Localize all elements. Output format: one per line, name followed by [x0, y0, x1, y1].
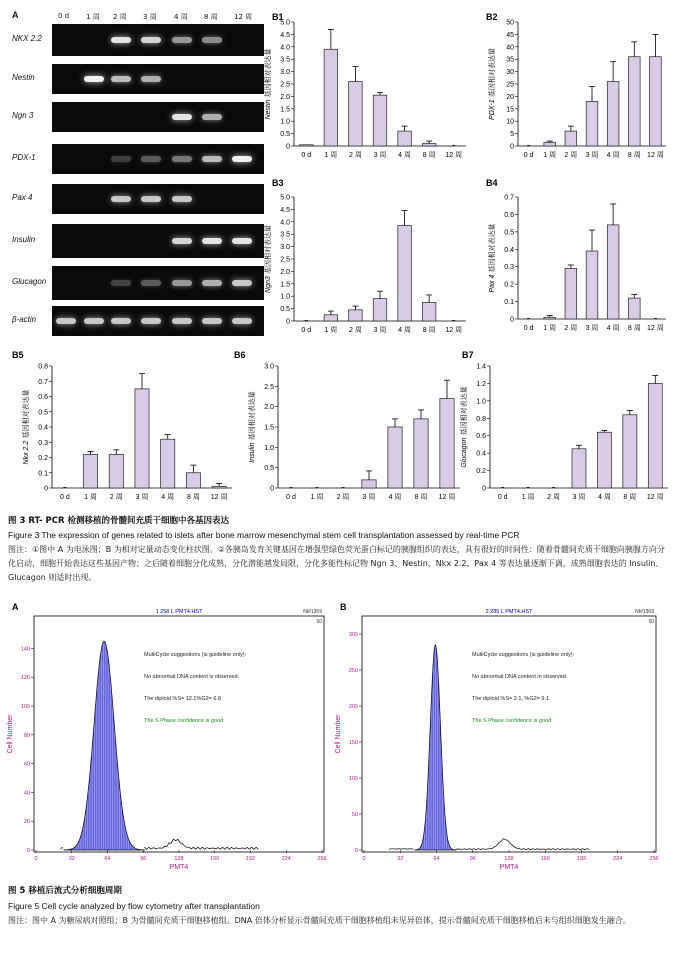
x-tick-label: 12 周	[210, 494, 228, 501]
bar	[373, 95, 387, 146]
g1-peak	[64, 641, 144, 850]
bar-panel-letter: B2	[486, 12, 498, 22]
y-tick-label: 2.5	[280, 81, 290, 89]
gel-gene-label: PDX-1	[12, 153, 36, 162]
bar	[324, 49, 338, 146]
x-tick-label: 0 d	[523, 152, 534, 159]
y-axis-label: Glucagon 基因相对表达量	[460, 386, 468, 468]
y-tick-label: 5.0	[280, 19, 290, 27]
y-tick-label: 0	[354, 848, 358, 854]
y-tick-label: 0.6	[504, 211, 514, 219]
x-tick-label: 256	[317, 856, 327, 862]
x-tick-label: 1 周	[84, 494, 97, 501]
x-tick-label: 12 周	[647, 152, 664, 159]
x-tick-label: 4 周	[161, 494, 175, 501]
y-tick-label: 5	[510, 131, 514, 139]
bar-panel-letter: B7	[462, 350, 474, 360]
gel-lane-label: 12 周	[234, 13, 253, 21]
x-tick-label: 2 周	[547, 494, 560, 501]
y-tick-label: 0.7	[38, 378, 48, 386]
x-tick-label: 3 周	[572, 494, 586, 501]
y-tick-label: 3.5	[280, 56, 290, 64]
x-tick-label: 32	[397, 856, 404, 862]
y-tick-label: 0.6	[476, 433, 486, 441]
y-tick-label: 20	[23, 819, 30, 826]
y-tick-label: 0.3	[38, 439, 48, 447]
y-tick-label: 0.5	[264, 465, 274, 473]
y-tick-label: 0	[26, 848, 30, 854]
x-tick-label: 3 周	[585, 152, 599, 159]
y-tick-label: 80	[23, 732, 30, 739]
x-tick-label: 8 周	[422, 152, 436, 159]
y-tick-label: 3.0	[264, 363, 274, 371]
x-tick-label: 96	[469, 856, 476, 862]
x-axis-label: PMT4	[499, 864, 519, 871]
x-tick-label: 160	[210, 856, 220, 862]
histogram-header: 1 258 L PMT4.HST	[155, 609, 203, 615]
y-tick-label: 1.0	[280, 118, 290, 126]
y-tick-label: 1.4	[476, 363, 486, 371]
x-tick-label: 128	[174, 856, 184, 862]
x-tick-label: 2 周	[564, 152, 578, 159]
multicycle-note: The diploid %S= 12.1%G2= 6.8	[144, 696, 222, 702]
bar	[414, 419, 428, 488]
bar	[422, 144, 436, 146]
x-tick-label: 64	[433, 856, 440, 862]
x-tick-label: 1 周	[324, 327, 338, 334]
y-tick-label: 40	[506, 44, 514, 52]
y-tick-label: 60	[23, 761, 30, 768]
histogram-header-right: Nt#1369	[635, 609, 654, 615]
bar	[300, 145, 314, 146]
y-tick-label: 5.0	[280, 194, 290, 202]
x-tick-label: 0 d	[523, 325, 534, 332]
x-tick-label: 8 周	[414, 494, 428, 501]
x-tick-label: 64	[104, 856, 111, 862]
y-tick-label: 0.2	[38, 455, 48, 462]
bar-chart-b6	[234, 350, 460, 501]
gel-gene-label: β-actin	[12, 315, 37, 324]
bar-chart-b2	[486, 12, 666, 159]
y-tick-label: 1.0	[476, 398, 486, 406]
gel-gene-label: Ngn 3	[12, 111, 34, 120]
bar-panel-letter: B1	[272, 12, 284, 22]
y-tick-label: 100	[348, 776, 358, 782]
multicycle-note: No abnormal DNA content in observed.	[472, 674, 568, 680]
x-tick-label: 0 d	[301, 152, 312, 159]
bar	[623, 415, 637, 488]
bar	[212, 486, 226, 488]
x-tick-label: 96	[140, 856, 147, 862]
x-tick-label: 2 周	[349, 152, 362, 159]
bar	[572, 449, 586, 488]
x-tick-label: 3 周	[373, 152, 387, 159]
y-tick-label: 0.1	[38, 470, 48, 478]
y-tick-label: 0	[286, 318, 290, 326]
x-tick-label: 4 周	[388, 494, 402, 501]
bar	[544, 317, 556, 319]
y-tick-label: 2.5	[280, 256, 290, 264]
flow-histogram-b	[335, 602, 659, 871]
bar	[349, 310, 363, 321]
y-tick-label: 0.8	[476, 415, 486, 423]
x-tick-label: 4 周	[606, 325, 620, 332]
histogram-header: 2 285 L PMT4.HST	[485, 609, 533, 615]
x-tick-label: 12 周	[647, 325, 664, 332]
y-axis-label: Nestin 基因相对表达量	[264, 48, 272, 120]
y-tick-label: 4.5	[280, 206, 290, 214]
y-tick-label: 0.4	[476, 450, 486, 458]
bar	[607, 82, 619, 146]
y-tick-label: 0.6	[38, 394, 48, 401]
y-tick-label: 250	[348, 668, 358, 674]
bar	[648, 383, 662, 488]
bar	[84, 454, 98, 488]
y-tick-label: 140	[20, 646, 30, 653]
x-tick-label: 8 周	[627, 325, 641, 332]
g2-region-trace	[456, 839, 590, 850]
x-tick-label: 2 周	[349, 327, 362, 334]
y-tick-label: 0	[286, 143, 290, 151]
y-axis-label: Ngn3 基因相对表达量	[264, 225, 272, 293]
y-tick-label: 1.5	[264, 424, 274, 432]
gel-lane-label: 2 周	[113, 13, 127, 21]
y-tick-label: 1.5	[280, 281, 290, 289]
fig3-caption-zh: 图 3 RT- PCR 检测移植的骨髓间充质干细胞中各基因表达	[8, 516, 230, 526]
y-tick-label: 3.0	[280, 244, 290, 252]
x-tick-label: 4 周	[398, 152, 411, 159]
y-tick-label: 200	[348, 704, 358, 710]
x-tick-label: 256	[649, 856, 659, 862]
x-tick-label: 2 周	[564, 325, 578, 332]
y-tick-label: 3.5	[280, 231, 290, 239]
bar	[186, 473, 200, 488]
x-tick-label: 1 周	[543, 152, 557, 159]
y-tick-label: 3.0	[280, 69, 290, 77]
y-tick-label: 1.5	[280, 106, 290, 114]
flow-cytometry-charts	[0, 598, 680, 880]
bar-chart-b5	[12, 350, 232, 501]
bar	[607, 225, 619, 319]
y-tick-label: 0.1	[504, 299, 514, 307]
bar-panel-letter: B4	[486, 178, 498, 188]
g1-peak	[415, 645, 456, 850]
multicycle-note: MultiCycle suggestions (is guideline only):	[472, 652, 575, 658]
y-axis-label: Nkx 2.2 基因相对表达量	[22, 389, 30, 465]
bar-panel-letter: B3	[272, 178, 284, 188]
y-tick-label: 2.0	[264, 404, 274, 412]
y-tick-label: 0.5	[280, 131, 290, 139]
x-tick-label: 0 d	[301, 327, 312, 334]
y-tick-label: 0	[44, 485, 48, 493]
gel-lane-label: 0 d	[58, 12, 70, 20]
x-tick-label: 192	[245, 856, 256, 862]
y-tick-label: 0.4	[38, 424, 48, 432]
y-tick-label: 0.2	[476, 468, 486, 476]
bar	[349, 82, 363, 146]
x-tick-label: 4 周	[398, 327, 411, 334]
x-tick-label: 12 周	[445, 327, 463, 334]
bar	[565, 131, 577, 146]
y-axis-label: Cell Number	[335, 714, 342, 754]
fig3-note: 图注：①图中 A 为电泳图；B 为相对定量动态变化柱状图。②各胰岛发育关键基因在增强型绿色荧光蛋白标记的胰腺组织的表达，具有很好的时间性：随着骨髓间充质干细胞向胰腺方向分化启动，细胞开始表达这些基因产物；之后随着细胞分化成熟，分化潜能越发局限，分化多能性标记物 Ngn 3、Nestin、Nkx 2.2、Pax 4 等表达量逐渐下调，成熟细胞表达的 Insulin、Glucagon 则适时出现。	[8, 545, 665, 582]
fig3-caption-en: Figure 3 The expression of genes related to islets after bone marrow mesenchymal stem cell transplantation assessed by real-time PCR	[8, 530, 520, 540]
multicycle-note: The S Phase confidence is good	[144, 718, 224, 724]
bar	[373, 299, 387, 321]
x-tick-label: 12 周	[438, 494, 456, 501]
y-tick-label: 0	[510, 316, 514, 324]
multicycle-note: The S Phase confidence is good	[472, 718, 552, 724]
x-tick-label: 1 周	[324, 152, 338, 159]
x-tick-label: 1 周	[543, 325, 557, 332]
x-tick-label: 8 周	[422, 327, 436, 334]
y-tick-label: 20	[506, 93, 514, 101]
bar	[388, 427, 402, 488]
y-tick-label: 150	[348, 740, 358, 746]
y-tick-label: 0	[270, 485, 274, 493]
bar	[586, 101, 598, 146]
y-tick-label: 120	[20, 675, 30, 682]
g2-region-trace	[144, 839, 258, 849]
x-tick-label: 3 周	[362, 494, 376, 501]
x-tick-label: 3 周	[373, 327, 387, 334]
fig5-note: 图注：图中 A 为糖尿病对照组；B 为骨髓间充质干细胞移植组。DNA 倍体分析显示骨髓间充质干细胞移植组未见异倍体，提示骨髓间充质干细胞移植后未与组织细胞发生融合。	[8, 916, 631, 925]
y-tick-label: 0.5	[280, 306, 290, 314]
bar-panel-letter: B6	[234, 350, 246, 360]
bar	[628, 57, 640, 146]
x-tick-label: 8 周	[627, 152, 641, 159]
bar-chart-b3	[263, 178, 466, 334]
gel-gene-label: Insulin	[12, 235, 36, 244]
y-tick-label: 50	[506, 19, 514, 27]
x-tick-label: 192	[576, 856, 587, 862]
gel-lane-label: 1 周	[86, 13, 100, 21]
y-tick-label: 30	[506, 69, 514, 77]
histogram-header-right: Nt#1369	[303, 609, 322, 615]
y-tick-label: 25	[506, 81, 514, 89]
x-tick-label: 4 周	[598, 494, 611, 501]
x-tick-label: 160	[540, 856, 550, 862]
y-tick-label: 1.0	[264, 444, 274, 452]
x-tick-label: 0 d	[497, 494, 508, 501]
bar	[398, 226, 412, 321]
multicycle-note: No abnormal DNA content is observed.	[144, 674, 240, 680]
x-tick-label: 4 周	[606, 152, 620, 159]
gel-panel-letter: A	[12, 10, 19, 20]
y-tick-label: 300	[348, 632, 358, 638]
bar-chart-b4	[486, 178, 666, 332]
y-tick-label: 2.0	[280, 93, 290, 101]
x-tick-label: 32	[68, 856, 75, 862]
y-tick-label: 50	[351, 812, 358, 818]
bar	[586, 251, 598, 319]
y-tick-label: 100	[20, 704, 30, 710]
y-tick-label: 0	[510, 143, 514, 151]
y-tick-label: 10	[506, 118, 514, 126]
gel-lane-label: 3 周	[143, 13, 157, 21]
bar	[544, 142, 556, 146]
y-tick-label: 0.4	[504, 246, 514, 254]
y-tick-label: 0	[482, 485, 486, 493]
gel-gene-label: Nestin	[12, 73, 35, 82]
y-tick-label: 0.8	[38, 363, 48, 371]
bar	[109, 454, 123, 488]
x-tick-label: 0 d	[286, 494, 296, 501]
histogram-corner-value: 50	[316, 619, 322, 625]
debris-trace	[389, 849, 414, 850]
x-tick-label: 3 周	[585, 325, 599, 332]
bar	[597, 432, 611, 488]
x-tick-label: 1 周	[310, 494, 324, 501]
bar	[422, 302, 436, 321]
y-tick-label: 0.5	[504, 229, 514, 237]
bar	[362, 480, 376, 488]
x-axis-label: PMT4	[169, 864, 189, 871]
debris-trace	[61, 848, 63, 849]
y-tick-label: 0.5	[38, 409, 48, 417]
y-tick-label: 45	[506, 31, 514, 39]
y-tick-label: 0.3	[504, 264, 514, 272]
y-tick-label: 2.5	[264, 383, 274, 391]
y-tick-label: 40	[23, 790, 30, 797]
gel-gene-label: Glucagon	[12, 277, 47, 286]
flow-panel-letter: A	[12, 602, 19, 612]
gel-lane-label: 8 周	[204, 13, 218, 21]
bar-chart-b7	[459, 350, 668, 501]
flow-panel-letter: B	[340, 602, 347, 612]
x-tick-label: 8 周	[187, 494, 200, 501]
y-axis-label: Pax 4 基因相对表达量	[488, 223, 496, 293]
x-tick-label: 128	[504, 856, 514, 862]
x-tick-label: 0	[34, 856, 38, 862]
x-tick-label: 224	[613, 856, 623, 862]
bar	[161, 439, 175, 488]
bar	[135, 389, 149, 488]
x-tick-label: 0 d	[59, 494, 70, 501]
bar-panel-letter: B5	[12, 350, 24, 360]
bar	[440, 399, 454, 488]
multicycle-note: The diploid %S= 2.1, %G2= 9.1	[472, 696, 550, 702]
x-tick-label: 1 周	[521, 494, 535, 501]
bar	[650, 57, 662, 146]
x-tick-label: 224	[281, 856, 291, 862]
y-tick-label: 0.7	[504, 194, 514, 202]
x-tick-label: 12 周	[646, 494, 664, 501]
y-tick-label: 0.2	[504, 281, 514, 289]
y-tick-label: 4.0	[280, 44, 290, 52]
bar	[398, 131, 412, 146]
y-tick-label: 4.0	[280, 219, 290, 227]
y-axis-label: PDX-1 基因相对表达量	[488, 48, 496, 120]
x-tick-label: 0	[362, 856, 366, 862]
fig5-caption-zh: 图 5 移植后流式分析细胞周期	[8, 886, 122, 896]
x-tick-label: 2 周	[109, 494, 123, 501]
gel-gene-label: NKX 2.2	[12, 34, 42, 43]
y-tick-label: 35	[506, 56, 514, 64]
gel-lane-label: 4 周	[174, 13, 188, 21]
histogram-corner-value: 50	[648, 619, 654, 625]
y-axis-label: Cell Number	[7, 714, 14, 754]
bar	[565, 268, 577, 319]
x-tick-label: 8 周	[623, 494, 637, 501]
y-tick-label: 4.5	[280, 31, 290, 39]
multicycle-note: MultiCycle suggestions (is guideline only):	[144, 652, 247, 658]
y-tick-label: 15	[506, 106, 514, 114]
bar-chart-b1	[263, 12, 466, 159]
bar	[628, 298, 640, 319]
gel-gene-label: Pax 4	[12, 193, 33, 202]
x-tick-label: 12 周	[445, 152, 463, 159]
x-tick-label: 3 周	[135, 494, 149, 501]
y-tick-label: 1.0	[280, 293, 290, 301]
flow-histogram-a	[7, 602, 327, 871]
fig5-caption-en: Figure 5 Cell cycle analyzed by flow cytometry after transplantation	[8, 901, 260, 911]
y-tick-label: 2.0	[280, 268, 290, 276]
y-axis-label: Insulin 基因相对表达量	[248, 391, 256, 463]
y-tick-label: 1.2	[476, 380, 486, 388]
bar	[324, 315, 338, 321]
x-tick-label: 2 周	[336, 494, 350, 501]
